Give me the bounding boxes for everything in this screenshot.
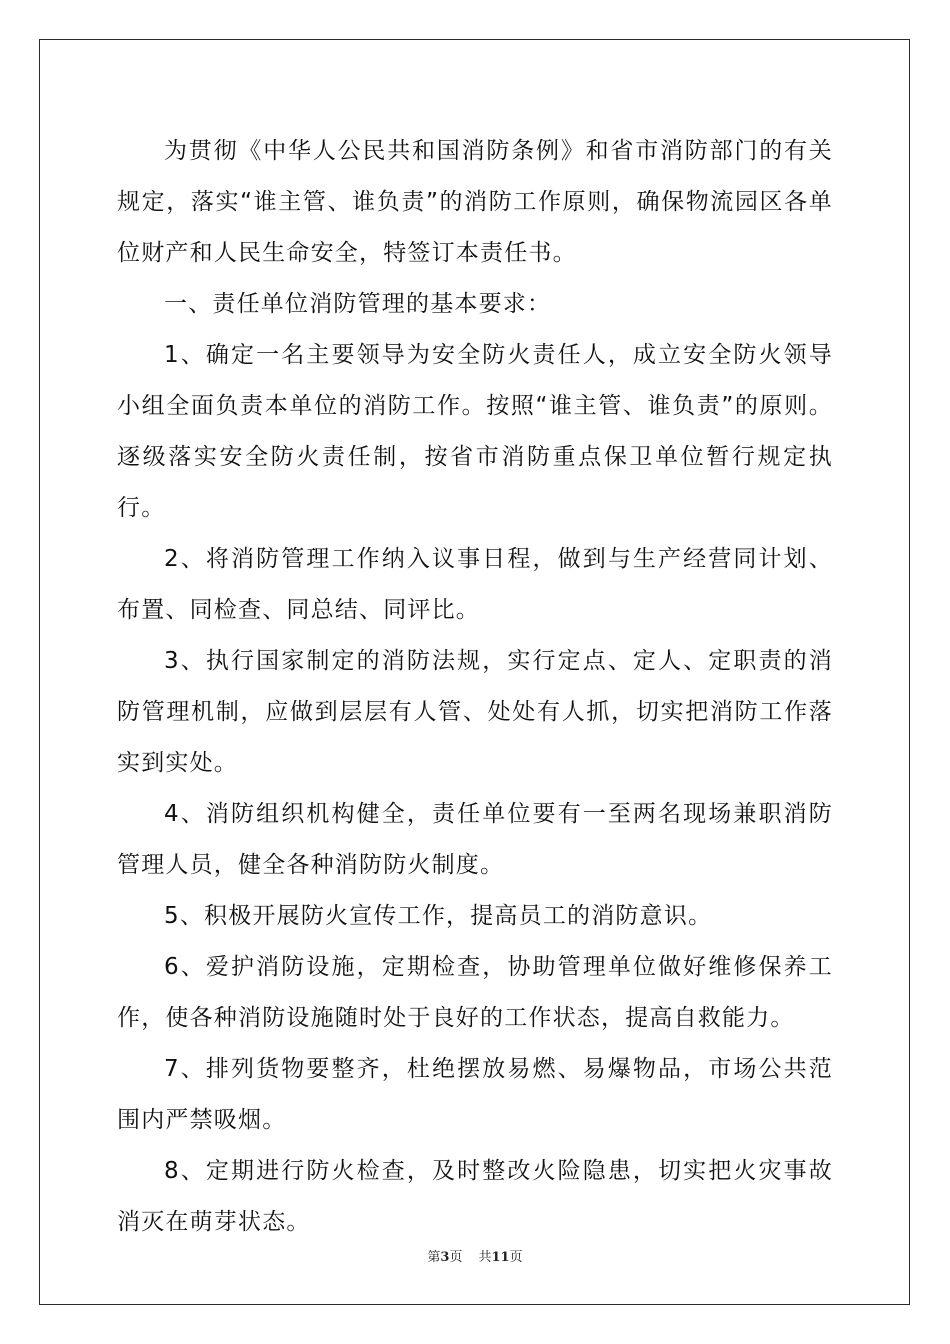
paragraph-item-7: 7、排列货物要整齐，杜绝摆放易燃、易爆物品，市场公共范围内严禁吸烟。 [117, 1056, 833, 1133]
page-total: 11 [491, 1250, 510, 1265]
paragraph-item-1: 1、确定一名主要领导为安全防火责任人，成立安全防火领导小组全面负责本单位的消防工作。按照“谁主管、谁负责”的原则。逐级落实安全防火责任制，按省市消防重点保卫单位暂行规定执行。 [117, 342, 833, 521]
section-heading: 一、责任单位消防管理的基本要求： [164, 291, 552, 317]
page-prefix: 第 [427, 1250, 441, 1265]
page-suffix: 页 [449, 1250, 463, 1265]
total-prefix: 共 [478, 1250, 492, 1265]
paragraph-item-5: 5、积极开展防火宣传工作，提高员工的消防意识。 [164, 903, 713, 929]
document-body [117, 126, 833, 1248]
paragraph-item-6: 6、爱护消防设施，定期检查，协助管理单位做好维修保养工作，使各种消防设施随时处于良好的工作状态，提高自救能力。 [117, 954, 833, 1031]
paragraph-item-8: 8、定期进行防火检查，及时整改火险隐患，切实把火灾事故消灭在萌芽状态。 [117, 1158, 833, 1235]
paragraph-intro: 为贯彻《中华人公民共和国消防条例》和省市消防部门的有关规定，落实“谁主管、谁负责”的消防工作原则，确保物流园区各单位财产和人民生命安全，特签订本责任书。 [117, 138, 833, 266]
paragraph-item-3: 3、执行国家制定的消防法规，实行定点、定人、定职责的消防管理机制，应做到层层有人管、处处有人抓，切实把消防工作落实到实处。 [117, 648, 833, 776]
paragraph-item-2: 2、将消防管理工作纳入议事日程，做到与生产经营同计划、布置、同检查、同总结、同评比。 [117, 546, 833, 623]
total-suffix: 页 [509, 1250, 523, 1265]
page-footer [0, 1246, 950, 1265]
paragraph-item-4: 4、消防组织机构健全，责任单位要有一至两名现场兼职消防管理人员，健全各种消防防火制度。 [117, 801, 833, 878]
page-current: 3 [440, 1250, 450, 1265]
